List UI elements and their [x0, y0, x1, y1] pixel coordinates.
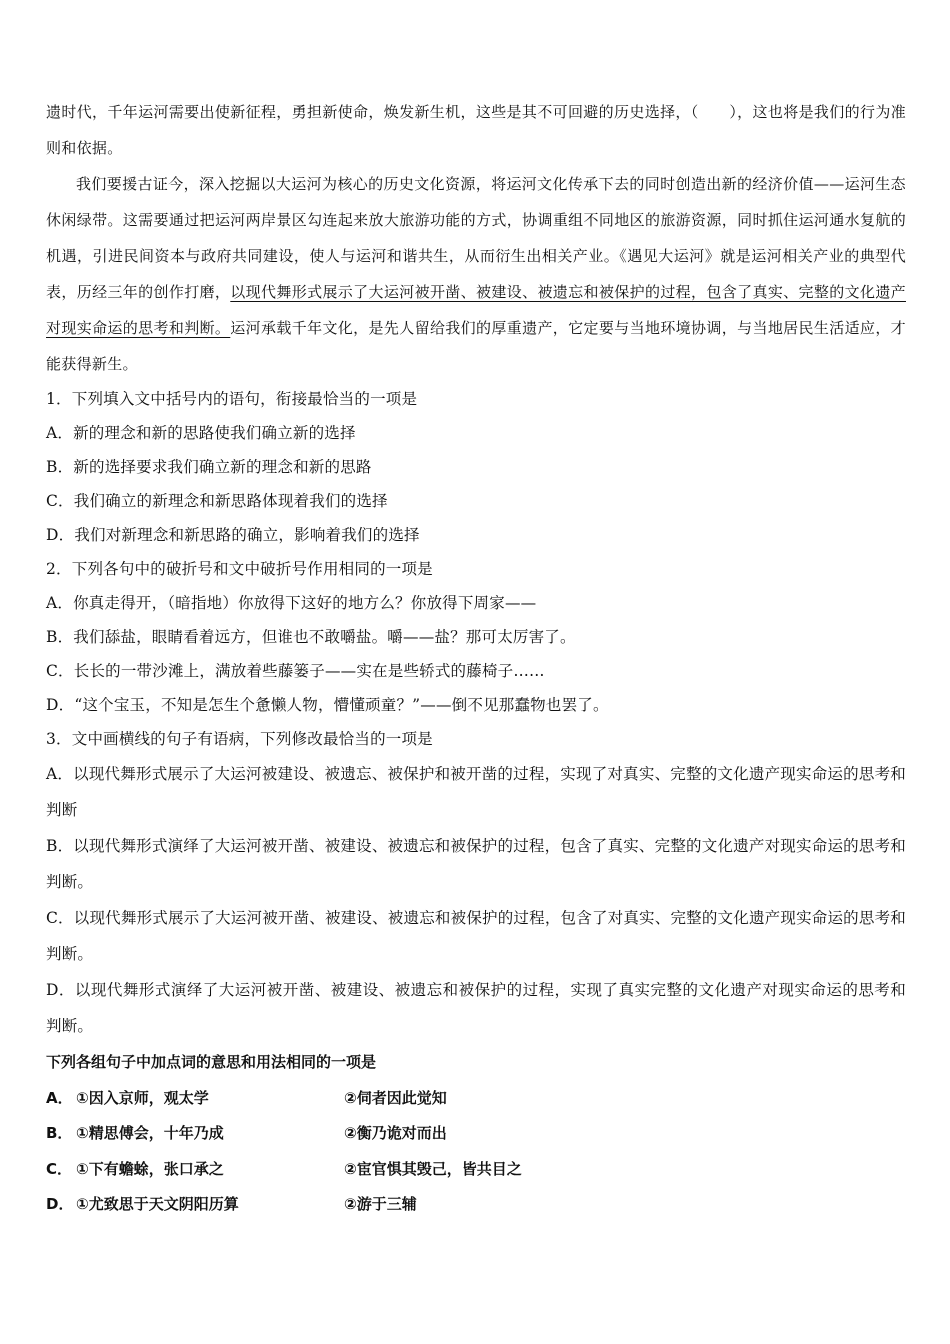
passage-paragraph-1: 遗时代，千年运河需要出使新征程，勇担新使命，焕发新生机，这些是其不可回避的历史选择，（ ），这也将是我们的行为准则和依据。 [46, 103, 906, 157]
option-a: A．新的理念和新的思路使我们确立新的选择 [46, 424, 356, 442]
passage-paragraph-2-end: 运河承载千年文化，是先人留给我们的厚重遗产，它定要与当地环境协调，与当地居民生活适应，才能获得新生。 [46, 319, 906, 373]
passage-paragraph-2 [46, 166, 906, 382]
option-second-sentence: ②宦官惧其毁己，皆共目之 [344, 1159, 522, 1178]
option-label: D． [46, 1195, 74, 1213]
option-b: B．新的选择要求我们确立新的理念和新的思路 [46, 458, 372, 476]
option-first-sentence: ①下有蟾蜍，张口承之 [76, 1159, 224, 1178]
question-stem: 1．下列填入文中括号内的语句，衔接最恰当的一项是 [46, 390, 418, 408]
option-label: B． [46, 1124, 73, 1142]
option-second-sentence: ②游于三辅 [344, 1195, 417, 1213]
option-a: A．以现代舞形式展示了大运河被建设、被遗忘、被保护和被开凿的过程，实现了对真实、完整的文化遗产现实命运的思考和判断 [46, 765, 906, 819]
option-label: A． [46, 1088, 73, 1107]
option-d [46, 1187, 906, 1223]
option-second-sentence: ②衡乃诡对而出 [344, 1124, 447, 1142]
question-stem: 2．下列各句中的破折号和文中破折号作用相同的一项是 [46, 560, 433, 578]
option-first-sentence: ①因入京师，观太学 [76, 1088, 209, 1107]
option-b [46, 1116, 906, 1152]
option-c: C．长长的一带沙滩上，满放着些藤篓子——实在是些轿式的藤椅子…… [46, 662, 545, 680]
option-d: D．我们对新理念和新思路的确立，影响着我们的选择 [46, 526, 420, 544]
exam-page [46, 94, 906, 1223]
option-d: D．以现代舞形式演绎了大运河被开凿、被建设、被遗忘和被保护的过程，实现了真实完整的文化遗产对现实命运的思考和判断。 [46, 981, 906, 1035]
underlined-sentence: 以现代舞形式展示了大运河被开凿、被建设、被遗忘和被保护的过程，包含了真实、完整的文化遗产对现实命运的思考和判断。 [46, 283, 906, 337]
reading-passage [46, 94, 906, 382]
option-c: C．我们确立的新理念和新思路体现着我们的选择 [46, 492, 388, 510]
option-c: C．以现代舞形式展示了大运河被开凿、被建设、被遗忘和被保护的过程，包含了对真实、完整的文化遗产现实命运的思考和判断。 [46, 909, 906, 963]
option-a [46, 1081, 906, 1117]
option-label: C． [46, 1159, 73, 1178]
passage-paragraph-2-text: 我们要援古证今，深入挖掘以大运河为核心的历史文化资源，将运河文化传承下去的同时创造出新的经济价值——运河生态休闲绿带。这需要通过把运河两岸景区勾连起来放大旅游功能的方式，协调重组不同地区的旅游资源，同时抓住运河通水复航的机遇，引进民间资本与政府共同建设，使人与运河和谐共生，从而衍生出相关产业。《遇见大运河》就是运河相关产业的典型代表，历经三年的创作打磨， [46, 175, 906, 301]
option-b: B．以现代舞形式演绎了大运河被开凿、被建设、被遗忘和被保护的过程，包含了真实、完整的文化遗产对现实命运的思考和判断。 [46, 837, 906, 891]
option-first-sentence: ①尤致思于天文阴阳历算 [76, 1195, 239, 1213]
option-d: D．“这个宝玉，不知是怎生个惫懒人物，懵懂顽童？”——倒不见那蠢物也罢了。 [46, 696, 609, 714]
option-first-sentence: ①精思傅会，十年乃成 [76, 1124, 224, 1142]
question-1 [46, 382, 906, 552]
question-stem: 3．文中画横线的句子有语病，下列修改最恰当的一项是 [46, 730, 433, 748]
question-2 [46, 552, 906, 722]
question-4 [46, 1045, 906, 1223]
option-second-sentence: ②伺者因此觉知 [344, 1088, 447, 1107]
option-a: A．你真走得开，（暗指地）你放得下这好的地方么？你放得下周家—— [46, 594, 537, 612]
option-c [46, 1152, 906, 1188]
option-b: B．我们舔盐，眼睛看着远方，但谁也不敢嚼盐。嚼——盐？那可太厉害了。 [46, 628, 576, 646]
question-stem: 下列各组句子中加点词的意思和用法相同的一项是 [46, 1053, 377, 1071]
question-3 [46, 722, 906, 1044]
